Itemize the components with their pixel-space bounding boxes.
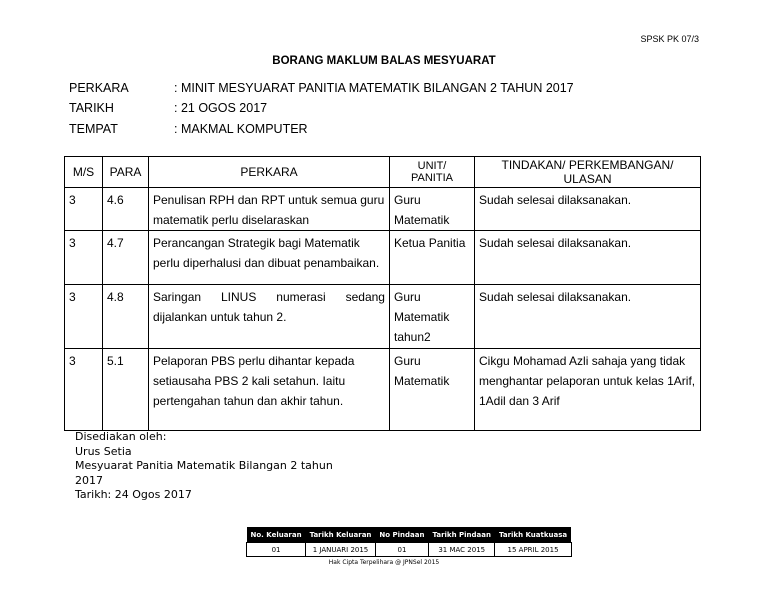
- tindakan-line: Sudah selesai dilaksanakan.: [479, 193, 632, 207]
- cell-ms: 3: [65, 231, 103, 285]
- cell-tindakan: [475, 349, 701, 431]
- prepared-label: Disediakan oleh:: [75, 430, 167, 443]
- cell-perkara: [149, 349, 390, 431]
- doc-header: Tarikh Pindaan: [428, 527, 494, 543]
- perkara-line: perlu diperhalusi dan dibuat penambaikan.: [153, 256, 380, 270]
- perkara-word: Saringan: [153, 290, 202, 304]
- table-row: [65, 188, 701, 231]
- meta-label: TARIKH: [69, 101, 114, 115]
- perkara-line: Penulisan RPH dan RPT untuk semua guru: [153, 193, 385, 207]
- doc-value: 15 APRIL 2015: [495, 543, 571, 557]
- unit-line: tahun2: [394, 330, 431, 344]
- perkara-line: Pelaporan PBS perlu dihantar kepada: [153, 354, 355, 368]
- cell-tindakan: [475, 231, 701, 285]
- unit-line: Matematik: [394, 213, 450, 227]
- perkara-word: LINUS: [221, 290, 257, 304]
- cell-ms: 3: [65, 285, 103, 349]
- cell-ms: 3: [65, 188, 103, 231]
- cell-unit: [390, 349, 475, 431]
- perkara-justified-line: [153, 287, 385, 307]
- header-ms: M/S: [65, 157, 103, 188]
- perkara-line: matematik perlu diselaraskan: [153, 213, 310, 227]
- copyright-notice: Hak Cipta Terpelihara @ JPNSel 2015: [328, 559, 440, 566]
- unit-line: Guru: [394, 290, 421, 304]
- perkara-line: pertengahan tahun dan akhir tahun.: [153, 394, 344, 408]
- tindakan-line: Cikgu Mohamad Azli sahaja yang tidak: [479, 354, 686, 368]
- prepared-role: Urus Setia: [75, 444, 132, 458]
- perkara-line: Perancangan Strategik bagi Matematik: [153, 236, 360, 250]
- meta-label: PERKARA: [69, 81, 129, 95]
- doc-header: Tarikh Keluaran: [306, 527, 376, 543]
- header-unit: [390, 157, 475, 188]
- meta-value: : MINIT MESYUARAT PANITIA MATEMATIK BILANGAN 2 TAHUN 2017: [174, 81, 574, 95]
- tindakan-line: menghantar pelaporan untuk kelas 1Arif,: [479, 374, 696, 388]
- doc-header: Tarikh Kuatkuasa: [495, 527, 571, 543]
- cell-ms: 3: [65, 349, 103, 431]
- perkara-line: dijalankan untuk tahun 2.: [153, 310, 287, 324]
- cell-para: 5.1: [103, 349, 149, 431]
- tindakan-line: Sudah selesai dilaksanakan.: [479, 236, 632, 250]
- unit-line: Matematik: [394, 374, 450, 388]
- cell-para: 4.8: [103, 285, 149, 349]
- unit-line: Guru: [394, 193, 421, 207]
- prepared-year: 2017: [75, 473, 103, 487]
- doc-value: 01: [247, 543, 306, 557]
- header-para: PARA: [103, 157, 149, 188]
- prepared-meeting: Mesyuarat Panitia Matematik Bilangan 2 tahun: [75, 459, 333, 472]
- header-unit-line1: UNIT/: [417, 160, 447, 172]
- meta-label: TEMPAT: [69, 122, 118, 136]
- header-tindakan: TINDAKAN/ PERKEMBANGAN/ ULASAN: [475, 157, 701, 188]
- unit-line: Ketua Panitia: [394, 236, 466, 250]
- table-row: [65, 349, 701, 431]
- document-code: SPSK PK 07/3: [640, 34, 699, 44]
- doc-value: 01: [375, 543, 428, 557]
- cell-unit: [390, 188, 475, 231]
- doc-value: 1 JANUARI 2015: [306, 543, 376, 557]
- cell-unit: [390, 285, 475, 349]
- cell-tindakan: [475, 285, 701, 349]
- perkara-line: setiausaha PBS 2 kali setahun. Iaitu: [153, 374, 346, 388]
- cell-perkara: [149, 188, 390, 231]
- doc-header: No. Keluaran: [247, 527, 306, 543]
- doc-control-header-row: [247, 527, 572, 543]
- table-row: [65, 285, 701, 349]
- header-unit-line2: PANITIA: [411, 172, 453, 184]
- header-perkara: PERKARA: [149, 157, 390, 188]
- prepared-by-block: [75, 430, 333, 503]
- tindakan-line: 1Adil dan 3 Arif: [479, 394, 560, 408]
- cell-para: 4.6: [103, 188, 149, 231]
- cell-para: 4.7: [103, 231, 149, 285]
- minutes-table: [64, 156, 701, 431]
- table-row: [65, 231, 701, 285]
- cell-perkara: [149, 231, 390, 285]
- perkara-word: numerasi: [276, 290, 326, 304]
- unit-line: Guru: [394, 354, 421, 368]
- document-control-table: [246, 527, 572, 557]
- doc-value: 31 MAC 2015: [428, 543, 494, 557]
- meta-value: : 21 OGOS 2017: [174, 101, 268, 115]
- doc-control-value-row: [247, 543, 572, 557]
- cell-unit: [390, 231, 475, 285]
- unit-line: Matematik: [394, 310, 450, 324]
- cell-tindakan: [475, 188, 701, 231]
- cell-perkara: [149, 285, 390, 349]
- perkara-word: sedang: [345, 290, 385, 304]
- doc-header: No Pindaan: [375, 527, 428, 543]
- tindakan-line: Sudah selesai dilaksanakan.: [479, 290, 632, 304]
- meta-value: : MAKMAL KOMPUTER: [174, 122, 308, 136]
- prepared-date: Tarikh: 24 Ogos 2017: [75, 488, 192, 501]
- table-header-row: [65, 157, 701, 188]
- form-title: BORANG MAKLUM BALAS MESYUARAT: [272, 55, 496, 67]
